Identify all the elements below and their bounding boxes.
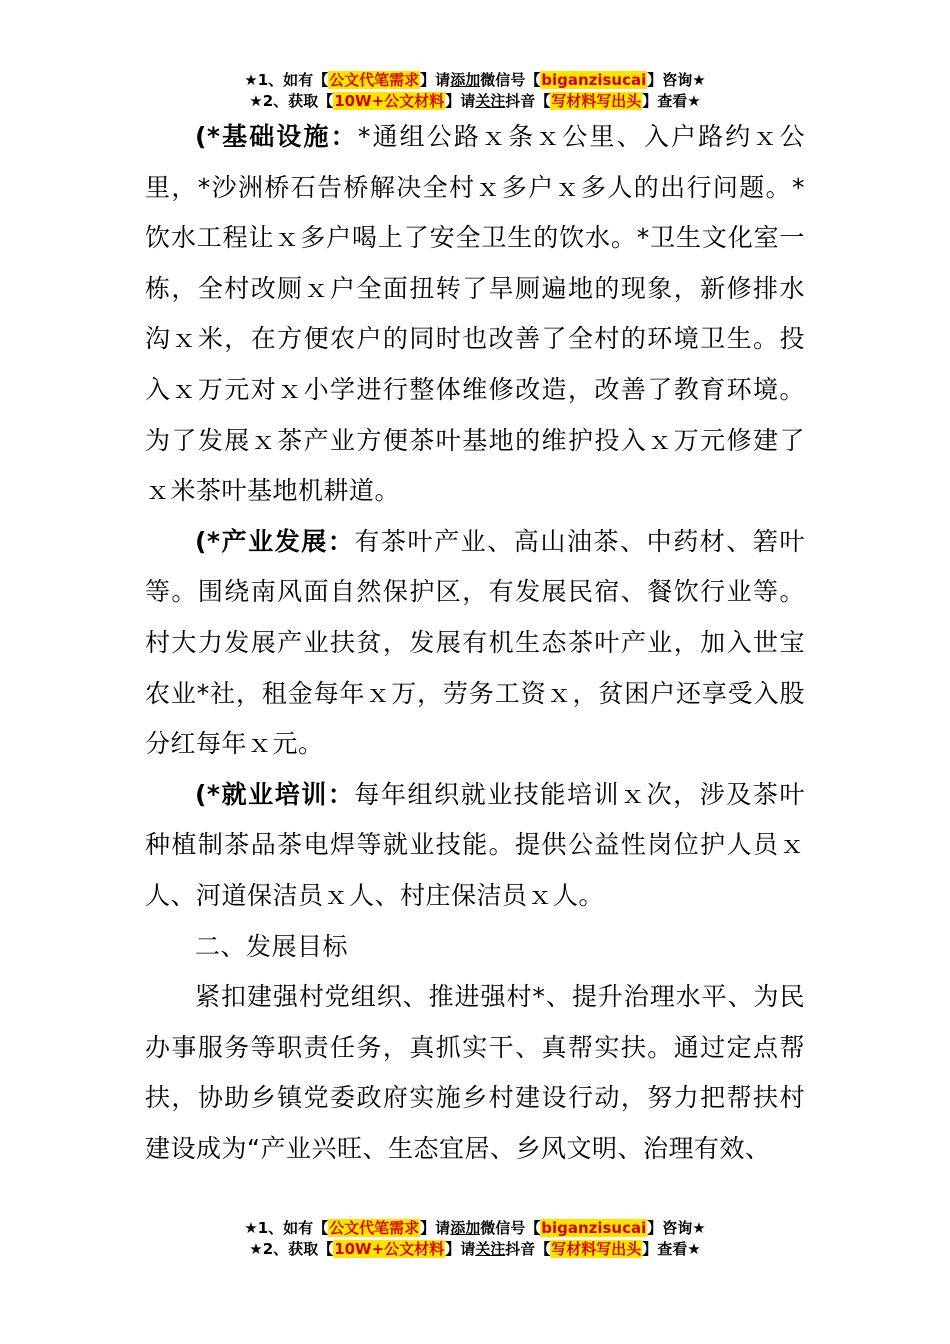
paragraph-lead: (*就业培训： xyxy=(195,779,355,809)
paragraph-industry: (*产业发展：有茶叶产业、高山油茶、中药材、箬叶等。围绕南风面自然保护区，有发展民宿、餐饮行业等。村大力发展产业扶贫，发展有机生态茶叶产业，加入世宝农业*社，租金每年ｘ万，劳务工资ｘ，贫困户还享受入股分红每年ｘ元。 xyxy=(145,526,805,759)
paragraph-lead: (*产业发展： xyxy=(195,526,355,556)
paragraph-infrastructure: (*基础设施：*通组公路ｘ条ｘ公里、入户路约ｘ公里，*沙洲桥石告桥解决全村ｘ多户ｘ多人的出行问题。*饮水工程让ｘ多户喝上了安全卫生的饮水。*卫生文化室一栋，全村改厕ｘ户全面扭转了旱厕遍地的现象，新修排水沟ｘ米，在方便农户的同时也改善了全村的环境卫生。投入ｘ万元对ｘ小学进行整体维修改造，改善了教育环境。为了发展ｘ茶产业方便茶叶基地的维护投入ｘ万元修建了ｘ米茶叶基地机耕道。 xyxy=(145,122,806,506)
paragraph-lead: (*基础设施： xyxy=(195,122,358,151)
banner-highlight: 写材料写出头 xyxy=(551,1240,642,1258)
banner-highlight: biganzisucai xyxy=(541,71,647,89)
banner-highlight: 写材料写出头 xyxy=(551,92,642,110)
banner-highlight: 10W+公文材料 xyxy=(334,92,445,110)
section-heading: 二、发展目标 xyxy=(195,931,349,961)
header-banner xyxy=(0,70,950,112)
footer-banner xyxy=(0,1218,950,1260)
paragraph-goals: 紧扣建强村党组织、推进强村*、提升治理水平、为民办事服务等职责任务，真抓实干、真帮实扶。通过定点帮扶，协助乡镇党委政府实施乡村建设行动，努力把帮扶村建设成为“产业兴旺、生态宜居、乡风文明、治理有效、 xyxy=(145,982,805,1163)
banner-line-1: ★1、如有【公文代笔需求】请添加微信号【biganzisucai】咨询★ xyxy=(244,71,706,89)
banner-highlight: biganzisucai xyxy=(541,1219,647,1237)
paragraph-employment: (*就业培训：每年组织就业技能培训ｘ次，涉及茶叶种植制茶品茶电焊等就业技能。提供公益性岗位护人员ｘ人、河道保洁员ｘ人、村庄保洁员ｘ人。 xyxy=(145,779,805,910)
banner-highlight: 10W+公文材料 xyxy=(334,1240,445,1258)
banner-line-2: ★2、获取【10W+公文材料】请关注抖音【写材料写出头】查看★ xyxy=(249,92,701,110)
banner-line-2: ★2、获取【10W+公文材料】请关注抖音【写材料写出头】查看★ xyxy=(249,1240,701,1258)
banner-highlight: 公文代笔需求 xyxy=(329,71,420,89)
banner-line-1: ★1、如有【公文代笔需求】请添加微信号【biganzisucai】咨询★ xyxy=(244,1219,706,1237)
document-body xyxy=(145,112,805,1174)
banner-highlight: 公文代笔需求 xyxy=(329,1219,420,1237)
